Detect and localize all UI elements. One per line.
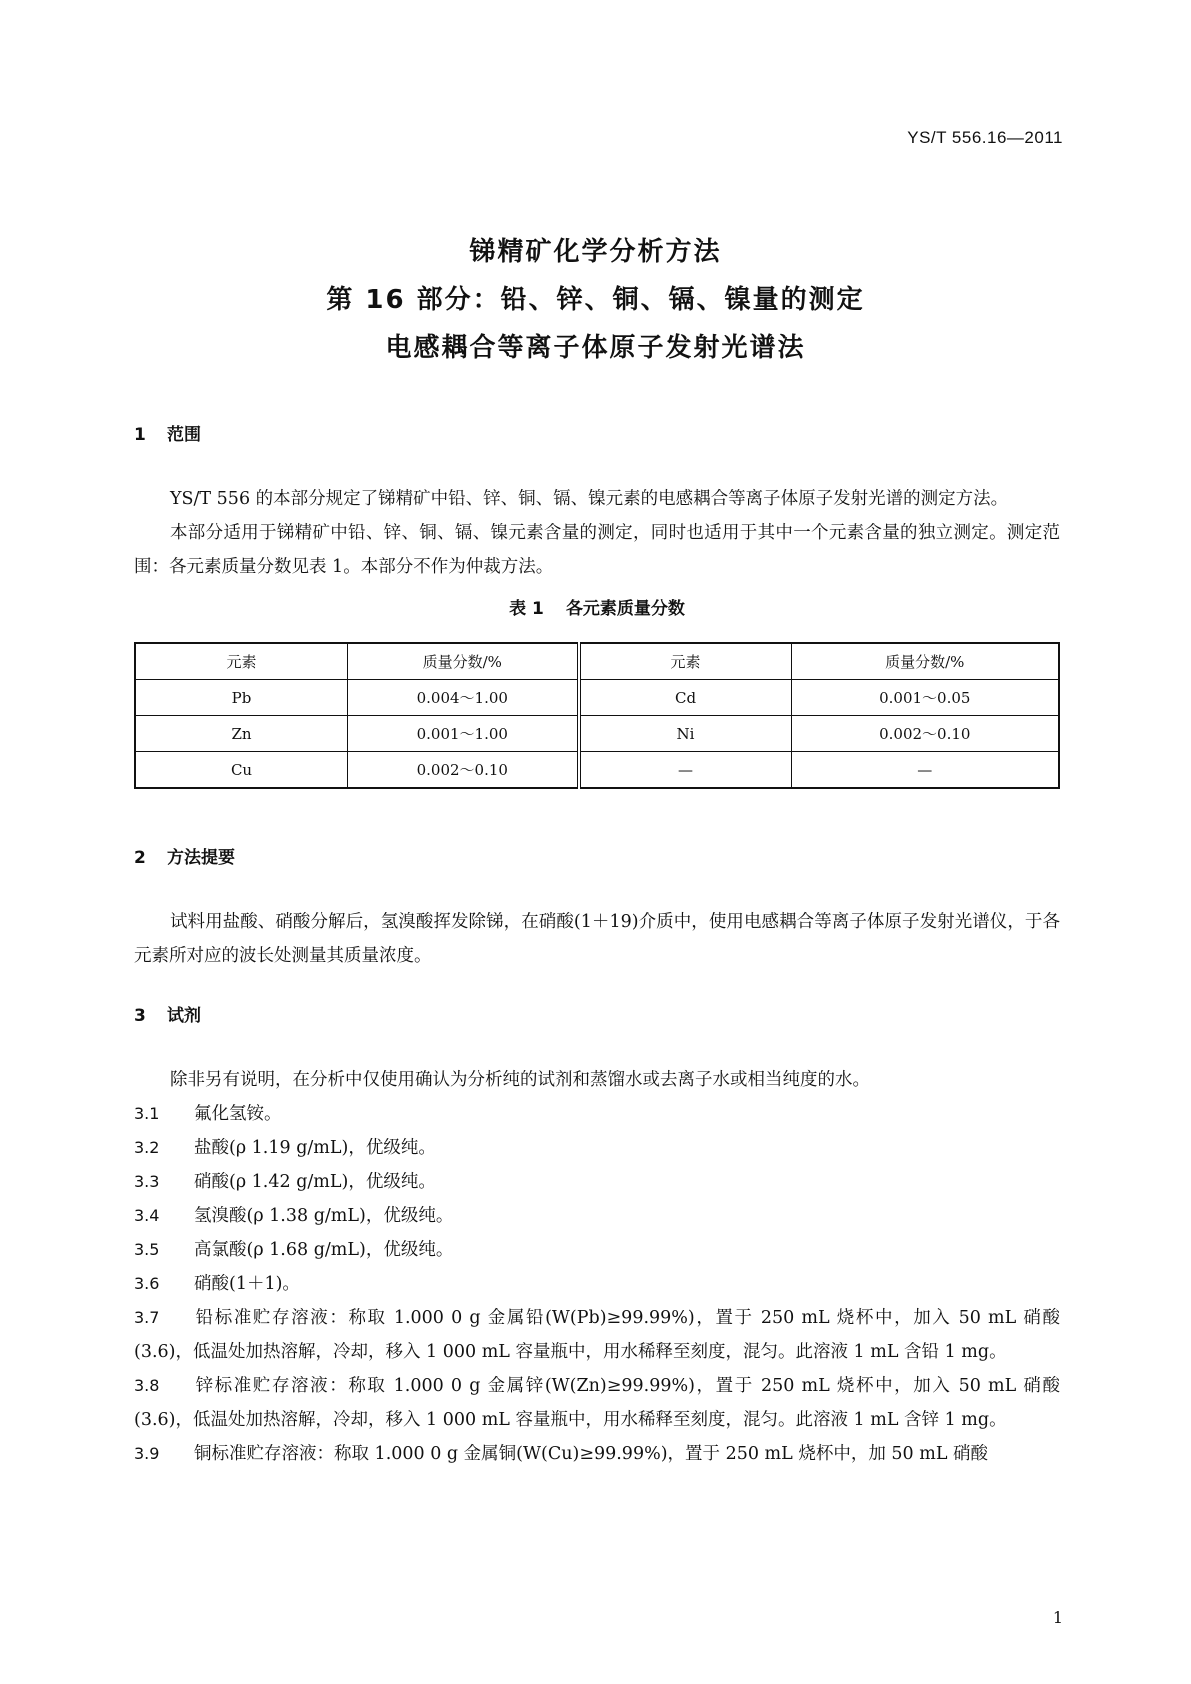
document-body xyxy=(134,418,1060,1471)
section-2-paragraph-1: 试料用盐酸、硝酸分解后，氢溴酸挥发除锑，在硝酸(1＋19)介质中，使用电感耦合等离子体原子发射光谱仪，于各元素所对应的波长处测量其质量浓度。 xyxy=(134,912,1060,966)
table-cell: 0.001～0.05 xyxy=(791,680,1059,716)
section-number: 1 xyxy=(134,425,146,445)
item-number: 3.1 xyxy=(134,1104,160,1123)
item-text: 硝酸(1＋1)。 xyxy=(194,1274,300,1294)
list-item xyxy=(134,1233,1060,1267)
section-1-paragraph-2: 本部分适用于锑精矿中铅、锌、铜、镉、镍元素含量的测定，同时也适用于其中一个元素含量的独立测定。测定范围：各元素质量分数见表 1。本部分不作为仲裁方法。 xyxy=(134,523,1060,577)
item-number: 3.9 xyxy=(134,1444,160,1463)
list-item xyxy=(134,1199,1060,1233)
section-1-heading xyxy=(134,418,1060,452)
table-cell: 0.001～1.00 xyxy=(348,716,579,752)
table-cell: Pb xyxy=(135,680,348,716)
item-text: 铅标准贮存溶液：称取 1.000 0 g 金属铅(W(Pb)≥99.99%)，置于 250 mL 烧杯中，加入 50 mL 硝酸(3.6)，低温处加热溶解，冷却，移入 1 000 mL 容量瓶中，用水稀释至刻度，混匀。此溶液 1 mL 含铅 1 mg。 xyxy=(134,1308,1060,1362)
table-header-cell: 质量分数/% xyxy=(791,643,1059,680)
table-cell: Ni xyxy=(579,716,792,752)
table-cell: 0.002～0.10 xyxy=(791,716,1059,752)
list-item xyxy=(134,1131,1060,1165)
item-number: 3.7 xyxy=(134,1308,160,1327)
table-header-row xyxy=(135,643,1059,680)
table-cell: — xyxy=(791,752,1059,789)
list-item xyxy=(134,1097,1060,1131)
title-line-1: 锑精矿化学分析方法 xyxy=(469,237,722,267)
item-number: 3.3 xyxy=(134,1172,160,1191)
item-text: 高氯酸(ρ 1.68 g/mL)，优级纯。 xyxy=(194,1240,454,1260)
item-text: 盐酸(ρ 1.19 g/mL)，优级纯。 xyxy=(194,1138,436,1158)
list-item xyxy=(134,1437,1060,1471)
table-caption-label: 表 1 xyxy=(509,599,544,619)
item-text: 锌标准贮存溶液：称取 1.000 0 g 金属锌(W(Zn)≥99.99%)，置于 250 mL 烧杯中，加入 50 mL 硝酸(3.6)，低温处加热溶解，冷却，移入 1 000 mL 容量瓶中，用水稀释至刻度，混匀。此溶液 1 mL 含锌 1 mg。 xyxy=(134,1376,1060,1430)
table-cell: Zn xyxy=(135,716,348,752)
section-title: 试剂 xyxy=(167,1006,201,1026)
table-row xyxy=(135,752,1059,789)
table-row xyxy=(135,680,1059,716)
item-number: 3.8 xyxy=(134,1376,160,1395)
section-1-paragraph-1: YS/T 556 的本部分规定了锑精矿中铅、锌、铜、镉、镍元素的电感耦合等离子体原子发射光谱的测定方法。 xyxy=(170,489,1009,509)
section-number: 2 xyxy=(134,848,146,868)
item-text: 铜标准贮存溶液：称取 1.000 0 g 金属铜(W(Cu)≥99.99%)，置于 250 mL 烧杯中，加 50 mL 硝酸 xyxy=(194,1444,989,1464)
title-line-2: 第 16 部分：铅、锌、铜、镉、镍量的测定 xyxy=(326,285,865,315)
element-mass-fraction-table xyxy=(134,642,1060,789)
item-number: 3.6 xyxy=(134,1274,160,1293)
table-row xyxy=(135,716,1059,752)
table-header-cell: 质量分数/% xyxy=(348,643,579,680)
table-caption-title: 各元素质量分数 xyxy=(565,599,685,619)
document-title xyxy=(0,228,1191,372)
table-cell: 0.004～1.00 xyxy=(348,680,579,716)
table-cell: Cd xyxy=(579,680,792,716)
section-title: 方法提要 xyxy=(167,848,235,868)
list-item xyxy=(134,1165,1060,1199)
table-1-caption xyxy=(134,592,1060,626)
table-header-cell: 元素 xyxy=(579,643,792,680)
standard-code: YS/T 556.16—2011 xyxy=(907,128,1063,147)
section-3-heading xyxy=(134,999,1060,1033)
list-item xyxy=(134,1369,1060,1437)
title-line-3: 电感耦合等离子体原子发射光谱法 xyxy=(385,333,806,363)
list-item xyxy=(134,1267,1060,1301)
item-text: 硝酸(ρ 1.42 g/mL)，优级纯。 xyxy=(194,1172,436,1192)
table-cell: — xyxy=(579,752,792,789)
table-cell: 0.002～0.10 xyxy=(348,752,579,789)
table-header-cell: 元素 xyxy=(135,643,348,680)
table-cell: Cu xyxy=(135,752,348,789)
item-text: 氟化氢铵。 xyxy=(194,1104,282,1124)
item-number: 3.5 xyxy=(134,1240,160,1259)
section-3-intro: 除非另有说明，在分析中仅使用确认为分析纯的试剂和蒸馏水或去离子水或相当纯度的水。 xyxy=(170,1070,870,1090)
item-number: 3.2 xyxy=(134,1138,160,1157)
list-item xyxy=(134,1301,1060,1369)
page-number: 1 xyxy=(1052,1608,1063,1627)
item-text: 氢溴酸(ρ 1.38 g/mL)，优级纯。 xyxy=(194,1206,454,1226)
section-title: 范围 xyxy=(167,425,201,445)
section-number: 3 xyxy=(134,1006,146,1026)
item-number: 3.4 xyxy=(134,1206,160,1225)
section-2-heading xyxy=(134,841,1060,875)
